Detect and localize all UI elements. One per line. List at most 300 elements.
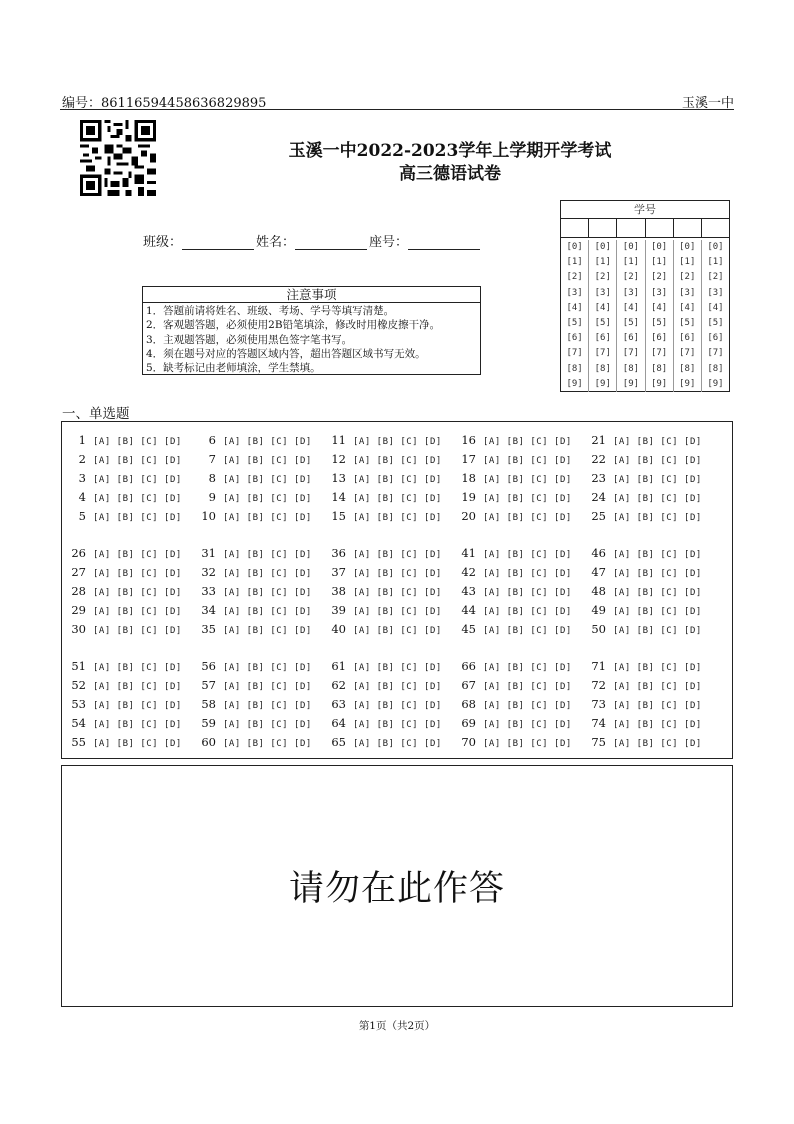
answer-options[interactable]: [A] [B] [C] [D] — [353, 494, 442, 504]
name-label: 姓名： — [256, 235, 296, 250]
question-number: 71 — [591, 659, 606, 673]
question-number: 58 — [201, 697, 216, 711]
question-row — [452, 621, 572, 635]
answer-options[interactable]: [A] [B] [C] [D] — [223, 626, 312, 636]
id-digit-bubble[interactable]: [8] — [650, 363, 668, 374]
answer-options[interactable]: [A] [B] [C] [D] — [353, 475, 442, 485]
question-number: 47 — [591, 565, 606, 579]
answer-options[interactable]: [A] [B] [C] [D] — [483, 550, 572, 560]
id-digit-bubble[interactable]: [2] — [650, 272, 668, 283]
no-answer-area — [61, 765, 733, 1007]
question-number: 56 — [201, 659, 216, 673]
question-number: 43 — [461, 584, 476, 598]
id-digit-bubble[interactable]: [9] — [707, 378, 724, 389]
question-number: 52 — [71, 678, 86, 692]
question-row — [452, 508, 572, 522]
answer-options[interactable]: [A] [B] [C] [D] — [93, 607, 182, 617]
question-row — [192, 658, 312, 672]
question-number: 12 — [331, 452, 346, 466]
question-row — [322, 734, 442, 748]
id-digit-bubble[interactable]: [5] — [622, 318, 640, 329]
answer-options[interactable]: [A] [B] [C] [D] — [613, 701, 702, 711]
question-row — [322, 621, 442, 635]
question-row — [582, 658, 702, 672]
question-number: 19 — [461, 490, 476, 504]
question-row — [322, 583, 442, 597]
student-id-write-cells — [561, 219, 729, 238]
id-digit-bubble[interactable]: [4] — [679, 302, 696, 313]
answer-options[interactable]: [A] [B] [C] [D] — [613, 682, 702, 692]
question-number: 37 — [331, 565, 346, 579]
question-row — [62, 564, 182, 578]
id-digit-bubble[interactable]: [6] — [650, 333, 668, 344]
qr-code-icon — [80, 120, 156, 196]
question-number: 74 — [591, 716, 606, 730]
question-number: 60 — [201, 735, 216, 749]
question-row — [582, 621, 702, 635]
id-digit-bubble[interactable]: [9] — [566, 378, 583, 389]
id-digit-bubble[interactable]: [0] — [650, 242, 668, 252]
serial-label: 编号： — [62, 96, 102, 111]
question-number: 1 — [78, 433, 86, 447]
question-row — [452, 602, 572, 616]
answer-options[interactable]: [A] [B] [C] [D] — [483, 456, 572, 466]
question-number: 67 — [461, 678, 476, 692]
answer-options[interactable]: [A] [B] [C] [D] — [613, 739, 702, 749]
question-row — [62, 470, 182, 484]
answer-options[interactable]: [A] [B] [C] [D] — [483, 739, 572, 749]
id-digit-bubble[interactable]: [8] — [679, 363, 696, 374]
question-number: 38 — [331, 584, 346, 598]
question-number: 24 — [591, 490, 606, 504]
answer-options[interactable]: [A] [B] [C] [D] — [223, 663, 312, 673]
id-digit-bubble[interactable]: [8] — [707, 363, 724, 374]
question-row — [452, 432, 572, 446]
question-number: 28 — [71, 584, 86, 598]
id-digit-bubble[interactable]: [3] — [650, 287, 668, 298]
id-digit-bubble[interactable]: [9] — [679, 378, 696, 389]
question-row — [452, 451, 572, 465]
header-divider — [60, 109, 734, 110]
id-write-cell[interactable] — [674, 219, 702, 237]
id-digit-bubble[interactable]: [5] — [566, 318, 583, 329]
id-digit-bubble[interactable]: [5] — [707, 318, 724, 329]
id-digit-bubble[interactable]: [9] — [650, 378, 668, 389]
question-number: 9 — [208, 490, 216, 504]
question-number: 69 — [461, 716, 476, 730]
question-number: 21 — [591, 433, 606, 447]
question-number: 59 — [201, 716, 216, 730]
question-number: 49 — [591, 603, 606, 617]
question-row — [582, 451, 702, 465]
answer-sheet-area — [61, 421, 733, 759]
question-row — [322, 489, 442, 503]
question-number: 50 — [591, 622, 606, 636]
id-digit-bubble[interactable]: [3] — [566, 287, 583, 298]
question-row — [62, 432, 182, 446]
question-row — [322, 508, 442, 522]
student-id-column — [646, 240, 674, 392]
answer-options[interactable]: [A] [B] [C] [D] — [613, 626, 702, 636]
question-number: 70 — [461, 735, 476, 749]
question-row — [192, 696, 312, 710]
id-digit-bubble[interactable]: [9] — [622, 378, 640, 389]
question-row — [62, 715, 182, 729]
question-number: 26 — [71, 546, 86, 560]
question-number: 44 — [461, 603, 476, 617]
answer-options[interactable]: [A] [B] [C] [D] — [483, 569, 572, 579]
question-number: 63 — [331, 697, 346, 711]
seat-label: 座号： — [369, 235, 409, 250]
question-number: 34 — [201, 603, 216, 617]
student-id-title: 学号 — [561, 201, 729, 219]
question-row — [582, 564, 702, 578]
answer-options[interactable]: [A] [B] [C] [D] — [223, 701, 312, 711]
question-number: 25 — [591, 509, 606, 523]
answer-options[interactable]: [A] [B] [C] [D] — [353, 456, 442, 466]
question-row — [192, 489, 312, 503]
id-digit-bubble[interactable]: [8] — [594, 363, 611, 374]
answer-options[interactable]: [A] [B] [C] [D] — [93, 550, 182, 560]
id-digit-bubble[interactable]: [0] — [566, 242, 583, 252]
answer-options[interactable]: [A] [B] [C] [D] — [93, 626, 182, 636]
id-digit-bubble[interactable]: [9] — [594, 378, 611, 389]
question-row — [582, 432, 702, 446]
id-digit-bubble[interactable]: [7] — [622, 348, 640, 359]
question-row — [452, 734, 572, 748]
question-row — [452, 489, 572, 503]
notice-item: 4．须在题号对应的答题区域内答，超出答题区域书写无效。 — [146, 347, 426, 360]
question-number: 7 — [208, 452, 216, 466]
question-number: 46 — [591, 546, 606, 560]
student-id-column — [674, 240, 702, 392]
question-row — [192, 545, 312, 559]
answer-options[interactable]: [A] [B] [C] [D] — [613, 588, 702, 598]
question-number: 48 — [591, 584, 606, 598]
question-number: 23 — [591, 471, 606, 485]
question-number: 2 — [78, 452, 86, 466]
id-digit-bubble[interactable]: [4] — [566, 302, 583, 313]
answer-options[interactable]: [A] [B] [C] [D] — [93, 513, 182, 523]
question-row — [582, 508, 702, 522]
id-write-cell[interactable] — [646, 219, 674, 237]
id-digit-bubble[interactable]: [7] — [650, 348, 668, 359]
notice-item: 5．缺考标记由老师填涂，学生禁填。 — [146, 362, 321, 375]
question-number: 57 — [201, 678, 216, 692]
notice-title: 注意事项 — [143, 287, 480, 303]
student-id-column — [617, 240, 645, 392]
id-digit-bubble[interactable]: [1] — [622, 257, 640, 268]
answer-options[interactable]: [A] [B] [C] [D] — [223, 682, 312, 692]
answer-options[interactable]: [A] [B] [C] [D] — [483, 682, 572, 692]
section-title: 一、单选题 — [62, 406, 130, 422]
id-digit-bubble[interactable]: [4] — [707, 302, 724, 313]
question-number: 20 — [461, 509, 476, 523]
answer-options[interactable]: [A] [B] [C] [D] — [483, 475, 572, 485]
id-digit-bubble[interactable]: [8] — [622, 363, 640, 374]
answer-options[interactable]: [A] [B] [C] [D] — [93, 739, 182, 749]
school-name: 玉溪一中 — [681, 96, 734, 111]
question-number: 42 — [461, 565, 476, 579]
question-row — [62, 489, 182, 503]
answer-options[interactable]: [A] [B] [C] [D] — [613, 720, 702, 730]
question-row — [322, 451, 442, 465]
question-row — [62, 451, 182, 465]
question-row — [62, 677, 182, 691]
answer-options[interactable]: [A] [B] [C] [D] — [223, 475, 312, 485]
question-number: 11 — [331, 433, 346, 447]
question-row — [322, 470, 442, 484]
question-row — [582, 734, 702, 748]
answer-options[interactable]: [A] [B] [C] [D] — [353, 720, 442, 730]
answer-options[interactable]: [A] [B] [C] [D] — [483, 663, 572, 673]
question-number: 29 — [71, 603, 86, 617]
answer-options[interactable]: [A] [B] [C] [D] — [353, 550, 442, 560]
answer-options[interactable]: [A] [B] [C] [D] — [223, 437, 312, 447]
question-number: 51 — [71, 659, 86, 673]
student-id-bubble-columns — [561, 238, 729, 392]
answer-options[interactable]: [A] [B] [C] [D] — [483, 588, 572, 598]
id-digit-bubble[interactable]: [2] — [707, 272, 724, 283]
answer-options[interactable]: [A] [B] [C] [D] — [353, 513, 442, 523]
id-digit-bubble[interactable]: [5] — [679, 318, 696, 329]
question-number: 14 — [331, 490, 346, 504]
question-row — [62, 545, 182, 559]
question-number: 35 — [201, 622, 216, 636]
answer-options[interactable]: [A] [B] [C] [D] — [223, 720, 312, 730]
id-digit-bubble[interactable]: [2] — [594, 272, 611, 283]
id-digit-bubble[interactable]: [4] — [594, 302, 611, 313]
question-number: 65 — [331, 735, 346, 749]
question-row — [582, 677, 702, 691]
answer-options[interactable]: [A] [B] [C] [D] — [613, 494, 702, 504]
id-digit-bubble[interactable]: [1] — [566, 257, 583, 268]
id-digit-bubble[interactable]: [1] — [594, 257, 611, 268]
notice-box — [142, 286, 481, 375]
id-digit-bubble[interactable]: [1] — [650, 257, 668, 268]
id-digit-bubble[interactable]: [6] — [594, 333, 611, 344]
question-number: 62 — [331, 678, 346, 692]
id-digit-bubble[interactable]: [1] — [707, 257, 724, 268]
question-row — [62, 734, 182, 748]
notice-item: 2．客观题答题，必须使用2B铅笔填涂，修改时用橡皮擦干净。 — [146, 319, 441, 332]
question-row — [62, 621, 182, 635]
question-number: 73 — [591, 697, 606, 711]
answer-options[interactable]: [A] [B] [C] [D] — [223, 739, 312, 749]
question-row — [62, 583, 182, 597]
question-number: 10 — [201, 509, 216, 523]
answer-options[interactable]: [A] [B] [C] [D] — [613, 437, 702, 447]
id-digit-bubble[interactable]: [3] — [707, 287, 724, 298]
answer-options[interactable]: [A] [B] [C] [D] — [613, 513, 702, 523]
question-number: 64 — [331, 716, 346, 730]
answer-options[interactable]: [A] [B] [C] [D] — [93, 475, 182, 485]
id-digit-bubble[interactable]: [6] — [679, 333, 696, 344]
answer-options[interactable]: [A] [B] [C] [D] — [223, 456, 312, 466]
id-digit-bubble[interactable]: [1] — [679, 257, 696, 268]
answer-options[interactable]: [A] [B] [C] [D] — [93, 494, 182, 504]
answer-options[interactable]: [A] [B] [C] [D] — [483, 513, 572, 523]
id-digit-bubble[interactable]: [0] — [679, 242, 696, 252]
answer-options[interactable]: [A] [B] [C] [D] — [353, 626, 442, 636]
id-digit-bubble[interactable]: [0] — [707, 242, 724, 252]
question-row — [192, 715, 312, 729]
id-digit-bubble[interactable]: [2] — [679, 272, 696, 283]
question-row — [62, 508, 182, 522]
id-digit-bubble[interactable]: [3] — [679, 287, 696, 298]
answer-options[interactable]: [A] [B] [C] [D] — [93, 701, 182, 711]
question-row — [582, 602, 702, 616]
question-number: 66 — [461, 659, 476, 673]
question-row — [322, 658, 442, 672]
answer-options[interactable]: [A] [B] [C] [D] — [353, 739, 442, 749]
id-digit-bubble[interactable]: [2] — [566, 272, 583, 283]
id-write-cell[interactable] — [702, 219, 729, 237]
answer-options[interactable]: [A] [B] [C] [D] — [93, 588, 182, 598]
question-number: 5 — [78, 509, 86, 523]
id-digit-bubble[interactable]: [7] — [707, 348, 724, 359]
id-digit-bubble[interactable]: [5] — [650, 318, 668, 329]
question-number: 3 — [78, 471, 86, 485]
question-number: 72 — [591, 678, 606, 692]
question-number: 61 — [331, 659, 346, 673]
question-row — [582, 583, 702, 597]
answer-options[interactable]: [A] [B] [C] [D] — [93, 663, 182, 673]
answer-options[interactable]: [A] [B] [C] [D] — [483, 720, 572, 730]
answer-options[interactable]: [A] [B] [C] [D] — [613, 607, 702, 617]
question-number: 6 — [208, 433, 216, 447]
id-digit-bubble[interactable]: [5] — [594, 318, 611, 329]
student-id-column — [589, 240, 617, 392]
student-info-fields — [143, 231, 482, 250]
id-digit-bubble[interactable]: [2] — [622, 272, 640, 283]
answer-options[interactable]: [A] [B] [C] [D] — [613, 550, 702, 560]
question-row — [582, 470, 702, 484]
notice-item: 3．主观题答题，必须使用黑色签字笔书写。 — [146, 333, 353, 346]
answer-options[interactable]: [A] [B] [C] [D] — [353, 607, 442, 617]
question-row — [452, 545, 572, 559]
question-number: 22 — [591, 452, 606, 466]
question-row — [192, 677, 312, 691]
question-number: 41 — [461, 546, 476, 560]
answer-options[interactable]: [A] [B] [C] [D] — [483, 626, 572, 636]
id-digit-bubble[interactable]: [4] — [650, 302, 668, 313]
question-row — [192, 734, 312, 748]
question-number: 32 — [201, 565, 216, 579]
student-id-column — [702, 240, 729, 392]
question-row — [192, 564, 312, 578]
question-row — [452, 658, 572, 672]
answer-options[interactable]: [A] [B] [C] [D] — [613, 569, 702, 579]
answer-options[interactable]: [A] [B] [C] [D] — [353, 569, 442, 579]
question-number: 4 — [78, 490, 86, 504]
question-row — [582, 489, 702, 503]
answer-options[interactable]: [A] [B] [C] [D] — [613, 663, 702, 673]
answer-options[interactable]: [A] [B] [C] [D] — [613, 475, 702, 485]
id-digit-bubble[interactable]: [7] — [594, 348, 611, 359]
question-row — [62, 696, 182, 710]
seat-field[interactable] — [408, 237, 480, 250]
answer-options[interactable]: [A] [B] [C] [D] — [223, 588, 312, 598]
answer-options[interactable]: [A] [B] [C] [D] — [483, 494, 572, 504]
answer-options[interactable]: [A] [B] [C] [D] — [483, 607, 572, 617]
question-row — [452, 715, 572, 729]
notice-item: 1．答题前请将姓名、班级、考场、学号等填写清楚。 — [146, 305, 395, 317]
class-field[interactable] — [182, 237, 254, 250]
id-digit-bubble[interactable]: [7] — [566, 348, 583, 359]
id-digit-bubble[interactable]: [6] — [707, 333, 724, 344]
question-row — [192, 451, 312, 465]
id-digit-bubble[interactable]: [6] — [566, 333, 583, 344]
answer-options[interactable]: [A] [B] [C] [D] — [353, 663, 442, 673]
question-row — [452, 677, 572, 691]
id-write-cell[interactable] — [589, 219, 617, 237]
question-number: 45 — [461, 622, 476, 636]
question-row — [322, 432, 442, 446]
answer-options[interactable]: [A] [B] [C] [D] — [223, 494, 312, 504]
answer-options[interactable]: [A] [B] [C] [D] — [353, 682, 442, 692]
id-digit-bubble[interactable]: [6] — [622, 333, 640, 344]
question-number: 18 — [461, 471, 476, 485]
question-row — [192, 583, 312, 597]
answer-options[interactable]: [A] [B] [C] [D] — [353, 588, 442, 598]
question-number: 15 — [331, 509, 346, 523]
question-number: 16 — [461, 433, 476, 447]
answer-options[interactable]: [A] [B] [C] [D] — [353, 701, 442, 711]
id-write-cell[interactable] — [617, 219, 645, 237]
question-number: 54 — [71, 716, 86, 730]
serial-value: 86116594458636829895 — [101, 96, 267, 111]
question-number: 55 — [71, 735, 86, 749]
id-digit-bubble[interactable]: [8] — [566, 363, 583, 374]
question-row — [322, 715, 442, 729]
question-row — [452, 696, 572, 710]
answer-options[interactable]: [A] [B] [C] [D] — [223, 569, 312, 579]
id-write-cell[interactable] — [561, 219, 589, 237]
question-number: 39 — [331, 603, 346, 617]
exam-title: 玉溪一中2022-2023学年上学期开学考试 — [288, 141, 612, 161]
id-digit-bubble[interactable]: [3] — [622, 287, 640, 298]
answer-options[interactable]: [A] [B] [C] [D] — [93, 682, 182, 692]
answer-options[interactable]: [A] [B] [C] [D] — [223, 607, 312, 617]
question-row — [582, 715, 702, 729]
answer-options[interactable]: [A] [B] [C] [D] — [93, 569, 182, 579]
answer-options[interactable]: [A] [B] [C] [D] — [353, 437, 442, 447]
id-digit-bubble[interactable]: [7] — [679, 348, 696, 359]
question-row — [452, 470, 572, 484]
answer-options[interactable]: [A] [B] [C] [D] — [93, 720, 182, 730]
student-id-grid — [560, 200, 730, 392]
question-row — [192, 508, 312, 522]
answer-options[interactable]: [A] [B] [C] [D] — [93, 456, 182, 466]
id-digit-bubble[interactable]: [0] — [594, 242, 611, 252]
id-digit-bubble[interactable]: [0] — [622, 242, 640, 252]
answer-options[interactable]: [A] [B] [C] [D] — [483, 701, 572, 711]
answer-options[interactable]: [A] [B] [C] [D] — [613, 456, 702, 466]
answer-options[interactable]: [A] [B] [C] [D] — [93, 437, 182, 447]
question-row — [62, 602, 182, 616]
question-row — [582, 545, 702, 559]
id-digit-bubble[interactable]: [3] — [594, 287, 611, 298]
id-digit-bubble[interactable]: [4] — [622, 302, 640, 313]
question-row — [192, 432, 312, 446]
answer-options[interactable]: [A] [B] [C] [D] — [223, 513, 312, 523]
question-number: 13 — [331, 471, 346, 485]
answer-options[interactable]: [A] [B] [C] [D] — [483, 437, 572, 447]
name-field[interactable] — [295, 237, 367, 250]
answer-options[interactable]: [A] [B] [C] [D] — [223, 550, 312, 560]
question-row — [322, 677, 442, 691]
